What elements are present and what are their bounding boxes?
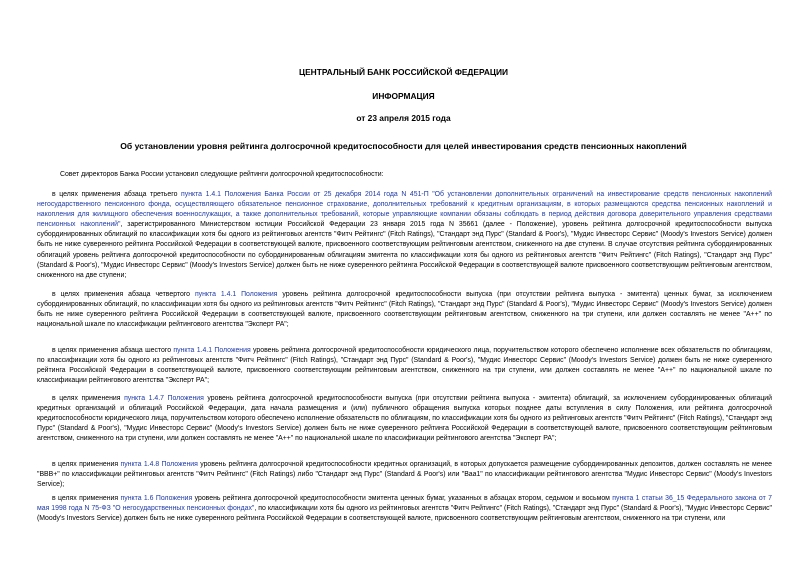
paragraph-text: уровень рейтинга долгосрочной кредитоспособности юридического лица, поручительством которого обеспечено исполнение всех обязательств по облигациям, по классификации хотя бы одного из рейтинговых агентств "Фитч Рейтингс" (Fitch Ratings), "Стандарт энд Пурс" (Standard & Poor's), "Мудис Инвесторс Сервис" (Moody's Investors Service) должен быть не ниже суверенного рейтинга Российской Федерации в соответствующей валюте, присвоенного соответствующим рейтинговым агентством, сниженного на три ступени, или должен составлять не менее "A++" по национальной шкале по классификации рейтингового агентства "Эксперт РА"; [37, 347, 773, 385]
paragraph-3 [37, 346, 772, 386]
document-type-heading: ИНФОРМАЦИЯ [372, 91, 435, 101]
paragraph-text: уровень рейтинга долгосрочной кредитоспособности кредитных организаций, в которых допускается размещение субординированных депозитов, должен составлять не менее "BBB+" по классификации рейтинговых агентств "Фитч Рейтингс" (Fitch Ratings) либо "Стандарт энд Пурс" (Standard & Poor's) или "Baa1" по классификации рейтингового агентства "Мудис Инвесторс Сервис" (Moody's Investors Service); [37, 461, 773, 489]
paragraph-text: в целях применения абзаца четвертого [52, 291, 195, 298]
paragraph-text: в целях применения абзаца шестого [52, 347, 174, 354]
bank-name-heading: ЦЕНТРАЛЬНЫЙ БАНК РОССИЙСКОЙ ФЕДЕРАЦИИ [298, 67, 509, 77]
paragraph-text: , зарегистрированного Министерством юстиции Российской Федерации 23 января 2015 года N 35661 (далее - Положение), уровень рейтинга долгосрочной кредитоспособности выпуска субординированных облигаций по классификации хотя бы одного из рейтинговых агентств "Фитч Рейтингс" (Fitch Ratings), "Стандарт энд Пурс" (Standard & Poor's), "Мудис Инвесторс Сервис" (Moody's Investors Service) должен быть не ниже суверенного рейтинга Российской Федерации в соответствующей валюте, присвоенного соответствующим рейтинговым агентством, сниженного на две ступени. В случае отсутствия рейтинга субординированных облигаций уровень рейтинга долгосрочной кредитоспособности по субординированным облигациям эмитента по классификации хотя бы одного из рейтинговых агентств "Фитч Рейтингс" (Fitch Ratings), "Стандарт энд Пурс" (Standard & Poor's), "Мудис Инвесторс Сервис" (Moody's Investors Service) должен быть не ниже суверенного рейтинга Российской Федерации в соответствующей валюте присвоенного соответствующим рейтинговым агентством, сниженного на две ступени; [37, 221, 772, 279]
paragraph-text: в целях применения [52, 395, 125, 402]
document-link[interactable]: пункта 1.4.1 Положения [194, 291, 278, 298]
paragraph-6 [37, 494, 772, 524]
paragraph-5 [37, 460, 772, 490]
paragraph-text: уровень рейтинга долгосрочной кредитоспособности выпуска (при отсутствии рейтинга выпуска - эмитента) облигаций, за исключением субординированных облигаций кредитных организаций и облигаций Российской Федерации, дата начала размещения и (или) публичного обращения выпуска которых позднее даты вступления в силу Положения, или рейтинга долгосрочной кредитоспособности юридического лица, поручительством которого обеспечено исполнение обязательств по облигациям, по классификации хотя бы одного из рейтинговых агентств "Фитч Рейтингс" (Fitch Ratings), "Стандарт энд Пурс" (Standard & Poor's), "Мудис Инвесторс Сервис" (Moody's Investors Service) должен быть не ниже суверенного рейтинга Российской Федерации в соответствующей валюте, присвоенного соответствующим рейтинговым агентством, сниженного на три ступени, или должен составлять не менее "A++" по национальной шкале по классификации рейтингового агентства "Эксперт РА"; [37, 395, 773, 443]
paragraph-text: , по классификации хотя бы одного из рейтинговых агентств "Фитч Рейтингс" (Fitch Ratings), "Стандарт энд Пурс" (Standard & Poor's), "Мудис Инвесторс Сервис" (Moody's Investors Service) должен быть не ниже суверенного рейтинга Российской Федерации в соответствующей валюте, присвоенного соответствующим рейтинговым агентством, сниженного на три ступени, или [37, 505, 772, 523]
paragraph-text: в целях применения [52, 495, 121, 502]
document-date: от 23 апреля 2015 года [356, 113, 451, 123]
paragraph-text: уровень рейтинга долгосрочной кредитоспособности выпуска (при отсутствии рейтинга выпуска - эмитента) ценных бумаг, за исключением субординированных облигаций, по классификации хотя бы одного из рейтинговых агентств "Фитч Рейтингс" (Fitch Ratings), "Стандарт энд Пурс" (Standard & Poor's), "Мудис Инвесторс Сервис" (Moody's Investors Service) должен быть не ниже суверенного рейтинга Российской Федерации в соответствующей валюте, присвоенного соответствующим рейтинговым агентством, сниженного на три ступени, или должен составлять не менее "A++" по национальной шкале по классификации рейтингового агентства "Эксперт РА"; [37, 291, 773, 329]
document-link[interactable]: пункта 1.4.1 Положения Банка России от 25 декабря 2014 года N 451-П "Об установлении дополнительных ограничений на инвестирование средств пенсионных накоплений негосударственного пенсионного фонда, осуществляющего обязательное пенсионное страхование, дополнительных требований к кредитным организациям, в которых размещаются средства пенсионных накоплений и накопления для жилищного обеспечения военнослужащих, а также дополнительных требований, которые управляющие компании обязаны соблюдать в период действия договора доверительного управления средствами пенсионных накоплений" [37, 191, 772, 229]
paragraph-1 [37, 190, 772, 281]
document-link[interactable]: пункта 1.4.8 Положения [120, 461, 198, 468]
document-link[interactable]: пункта 1.4.1 Положения [173, 347, 251, 354]
document-link[interactable]: пункта 1.4.7 Положения [124, 395, 204, 402]
intro-text: Совет директоров Банка России установил следующие рейтинги долгосрочной кредитоспособности: [60, 171, 384, 178]
paragraph-text: в целях применения [52, 461, 121, 468]
federal-law-link[interactable]: пункта 1 статьи 36_15 Федерального закона от 7 мая 1998 года N 75-ФЗ "О негосударственных пенсионных фондах" [37, 495, 772, 513]
paragraph-text: в целях применения абзаца третьего [52, 191, 182, 198]
document-link[interactable]: пункта 1.6 Положения [120, 495, 193, 502]
paragraph-4 [37, 394, 772, 444]
document-title: Об установлении уровня рейтинга долгосрочной кредитоспособности для целей инвестирования средств пенсионных накоплений [120, 141, 687, 151]
paragraph-text: уровень рейтинга долгосрочной кредитоспособности эмитента ценных бумаг, указанных в абзацах втором, седьмом и восьмом [192, 495, 613, 502]
paragraph-2 [37, 290, 772, 330]
